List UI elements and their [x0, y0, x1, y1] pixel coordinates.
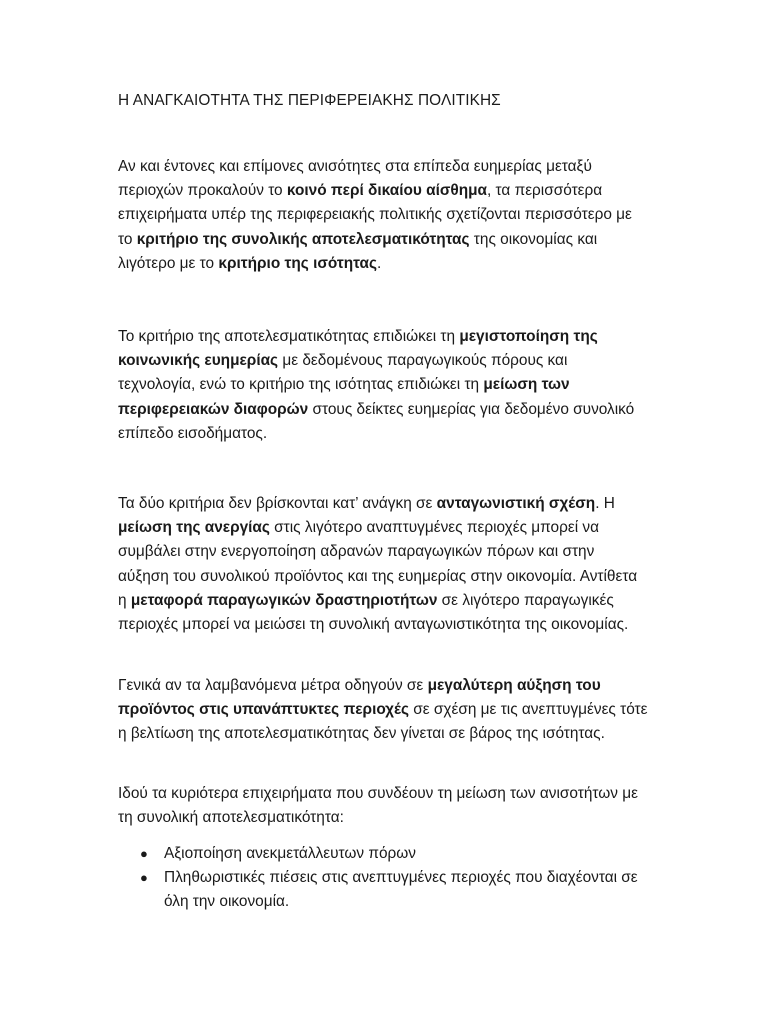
paragraph-2 [118, 325, 648, 446]
p2-bold-2: μείωση των περιφερειακών διαφορών [118, 376, 570, 418]
p4-bold-1: μεγαλύτερη αύξηση του προϊόντος στις υπανάπτυκτες περιοχές [118, 677, 601, 719]
list-item [118, 866, 648, 914]
p4-text-2: σε σχέση με τις ανεπτυγμένες τότε η βελτίωση της αποτελεσματικότητας δεν γίνεται σε βάρος της ισότητας. [118, 701, 648, 743]
p2-text-2: με δεδομένους παραγωγικούς πόρους και τεχνολογία, ενώ το κριτήριο της ισότητας επιδιώκει τη [118, 352, 568, 394]
p1-bold-2: κριτήριο της συνολικής αποτελεσματικότητας [136, 230, 470, 248]
paragraph-3 [118, 492, 648, 637]
p1-text-3: της οικονομίας και λιγότερο με το [118, 230, 598, 272]
p1-bold-1: κοινό περί δικαίου αίσθημα [286, 182, 487, 200]
paragraph-1 [118, 155, 648, 276]
list-item-text: Αξιοποίηση ανεκμετάλλευτων πόρων [164, 845, 416, 862]
bullet-icon: ● [140, 846, 148, 861]
p3-bold-3: μεταφορά παραγωγικών δραστηριοτήτων [130, 591, 438, 609]
p2-text-3: στους δείκτες ευημερίας για δεδομένο συνολικό επίπεδο εισοδήματος. [118, 400, 635, 442]
p3-text-2: . Η [595, 495, 615, 512]
p3-text-1: Τα δύο κριτήρια δεν βρίσκονται κατ’ ανάγκη σε [118, 495, 437, 512]
p3-text-3: στις λιγότερο αναπτυγμένες περιοχές μπορεί να συμβάλει στην ενεργοποίηση αδρανών παραγωγικών πόρων και στην αύξηση του συνολικού προϊόντος και της ευημερίας στην οικονομία. Αντίθετα η [118, 519, 638, 609]
p1-text-2: , τα περισσότερα επιχειρήματα υπέρ της περιφερειακής πολιτικής σχετίζονται περισσότερο με το [118, 182, 632, 248]
bullet-icon: ● [140, 870, 148, 886]
p2-bold-1: μεγιστοποίηση της κοινωνικής ευημερίας [118, 328, 598, 370]
p1-text-1: Αν και έντονες και επίμονες ανισότητες στα επίπεδα ευημερίας μεταξύ περιοχών προκαλούν το [118, 158, 592, 200]
p3-text-4: σε λιγότερο παραγωγικές περιοχές μπορεί να μειώσει τη συνολική ανταγωνιστικότητα της οικονομίας. [118, 591, 629, 634]
p1-bold-3: κριτήριο της ισότητας [218, 254, 378, 272]
list-item-text: Πληθωριστικές πιέσεις στις ανεπτυγμένες περιοχές που διαχέονται σε όλη την οικονομία. [164, 869, 638, 911]
p1-text-4: . [377, 254, 382, 272]
p3-bold-1: ανταγωνιστική σχέση [436, 495, 596, 512]
p3-bold-2: μείωση της ανεργίας [118, 519, 270, 537]
bullet-list [118, 842, 648, 915]
document-title: Η ΑΝΑΓΚΑΙΟΤΗΤΑ ΤΗΣ ΠΕΡΙΦΕΡΕΙΑΚΗΣ ΠΟΛΙΤΙΚΗΣ [118, 92, 501, 109]
list-item [118, 842, 648, 866]
paragraph-5: Ιδού τα κυριότερα επιχειρήματα που συνδέουν τη μείωση των ανισοτήτων με τη συνολική αποτελεσματικότητα: [118, 785, 638, 827]
paragraph-4 [118, 674, 648, 747]
p2-text-1: Το κριτήριο της αποτελεσματικότητας επιδιώκει τη [118, 328, 460, 345]
p4-text-1: Γενικά αν τα λαμβανόμενα μέτρα οδηγούν σε [118, 677, 428, 694]
